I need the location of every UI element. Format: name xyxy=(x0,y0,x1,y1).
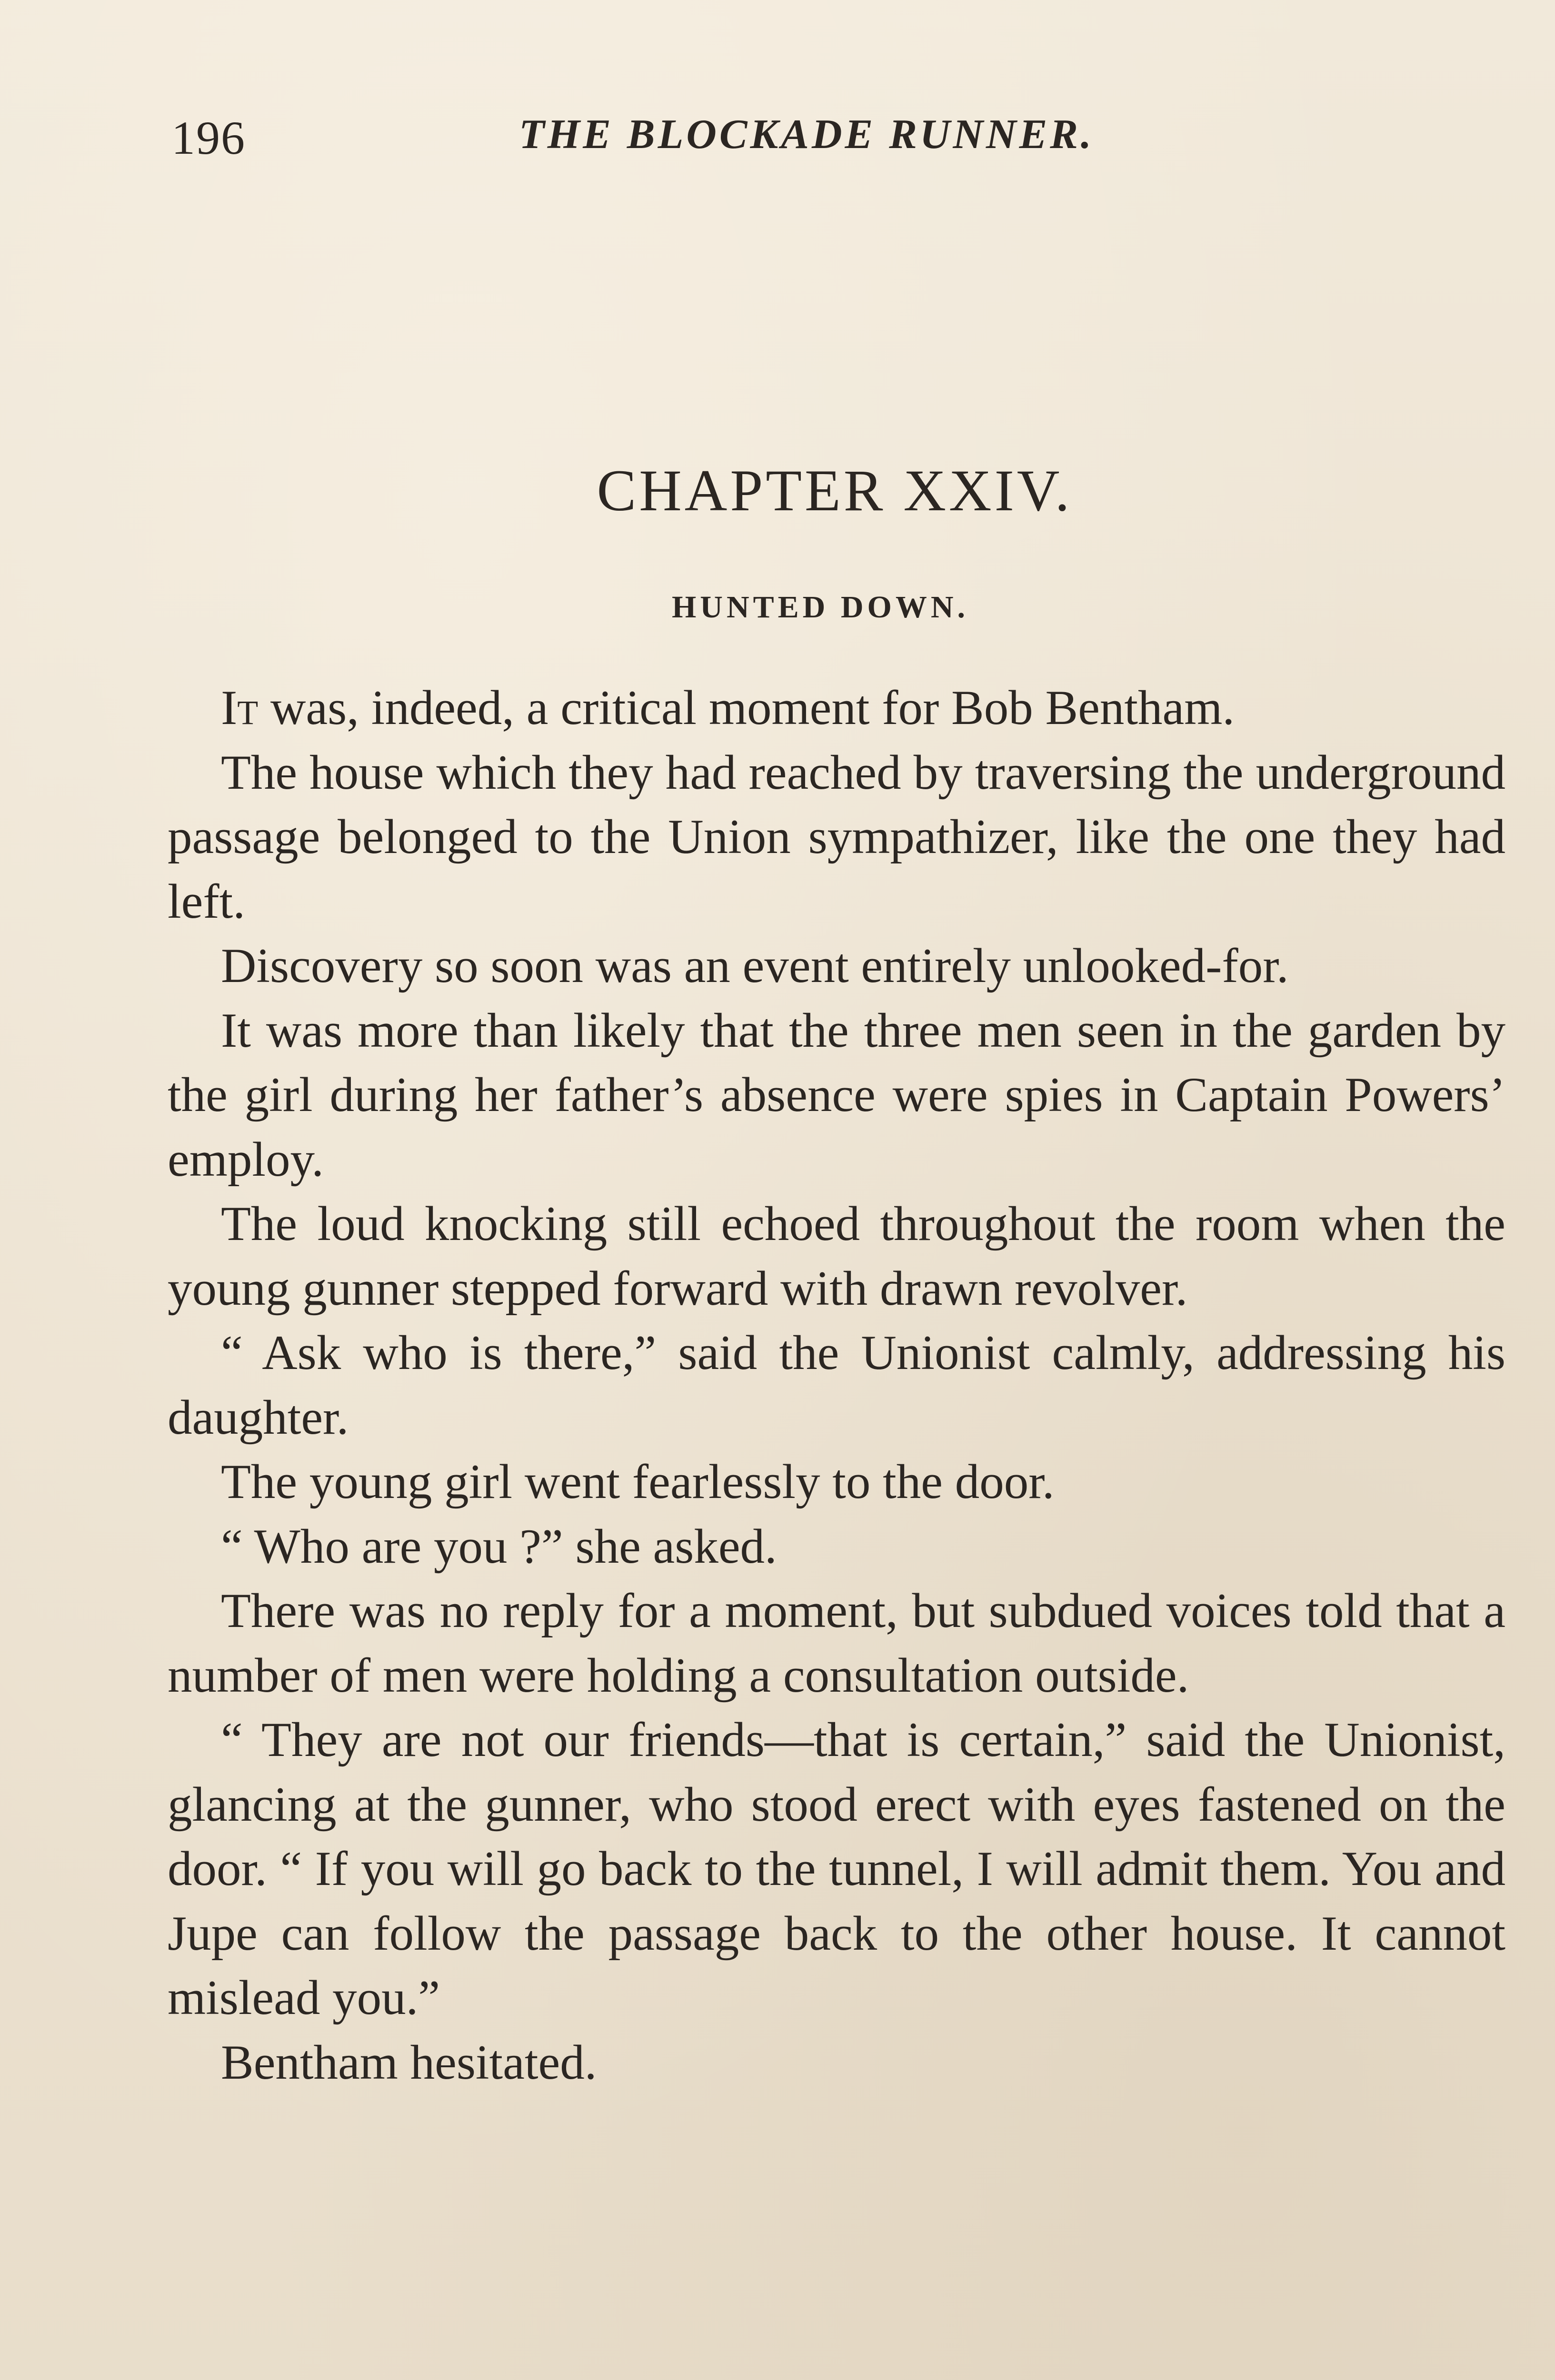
paragraph-text: The loud knocking still echoed throughout the room when the young gunner stepped forward with drawn revolver. xyxy=(168,1197,1505,1316)
paragraph xyxy=(168,2031,1505,2095)
paragraph-text: Discovery so soon was an event entirely unlooked-for. xyxy=(221,939,1289,993)
paragraph-text: “ They are not our friends—that is certain,” said the Unionist, glancing at the gunner, who stood erect with eyes fastened on the door. “ If you will go back to the tunnel, I will admit them. You and Jupe can follow the passage back to the other house. It cannot mislead you.” xyxy=(168,1713,1505,2025)
body-text xyxy=(168,676,1505,2095)
paragraph xyxy=(168,934,1505,999)
page-number: 196 xyxy=(171,111,246,164)
paragraph xyxy=(168,1192,1505,1321)
running-title: THE BLOCKADE RUNNER. xyxy=(519,111,1094,158)
paragraph-text: The young girl went fearlessly to the door. xyxy=(221,1455,1055,1509)
paragraph xyxy=(168,1321,1505,1450)
paragraph xyxy=(168,1579,1505,1708)
running-head xyxy=(171,110,1412,168)
paragraph-lead-word: It xyxy=(221,681,259,735)
paragraph xyxy=(168,676,1505,741)
paragraph xyxy=(168,1515,1505,1579)
paragraph-text: “ Ask who is there,” said the Unionist calmly, addressing his daughter. xyxy=(168,1326,1505,1445)
chapter-title: CHAPTER XXIV. xyxy=(597,458,1073,523)
chapter-subtitle: HUNTED DOWN. xyxy=(671,590,969,625)
paragraph-text: “ Who are you ?” she asked. xyxy=(221,1519,777,1574)
paragraph-text: There was no reply for a moment, but subdued voices told that a number of men were holding a consultation outside. xyxy=(168,1584,1505,1703)
paragraph xyxy=(168,1450,1505,1515)
paragraph-text: was, indeed, a critical moment for Bob Bentham. xyxy=(258,681,1235,735)
paragraph-text: It was more than likely that the three men seen in the garden by the girl during her father’s absence were spies in Captain Powers’ employ. xyxy=(168,1003,1505,1187)
paragraph-text: Bentham hesitated. xyxy=(221,2035,597,2090)
paragraph xyxy=(168,741,1505,934)
paragraph-text: The house which they had reached by traversing the underground passage belonged to the Union sympathizer, like the one they had left. xyxy=(168,745,1505,929)
paragraph xyxy=(168,1708,1505,2031)
paragraph xyxy=(168,999,1505,1192)
